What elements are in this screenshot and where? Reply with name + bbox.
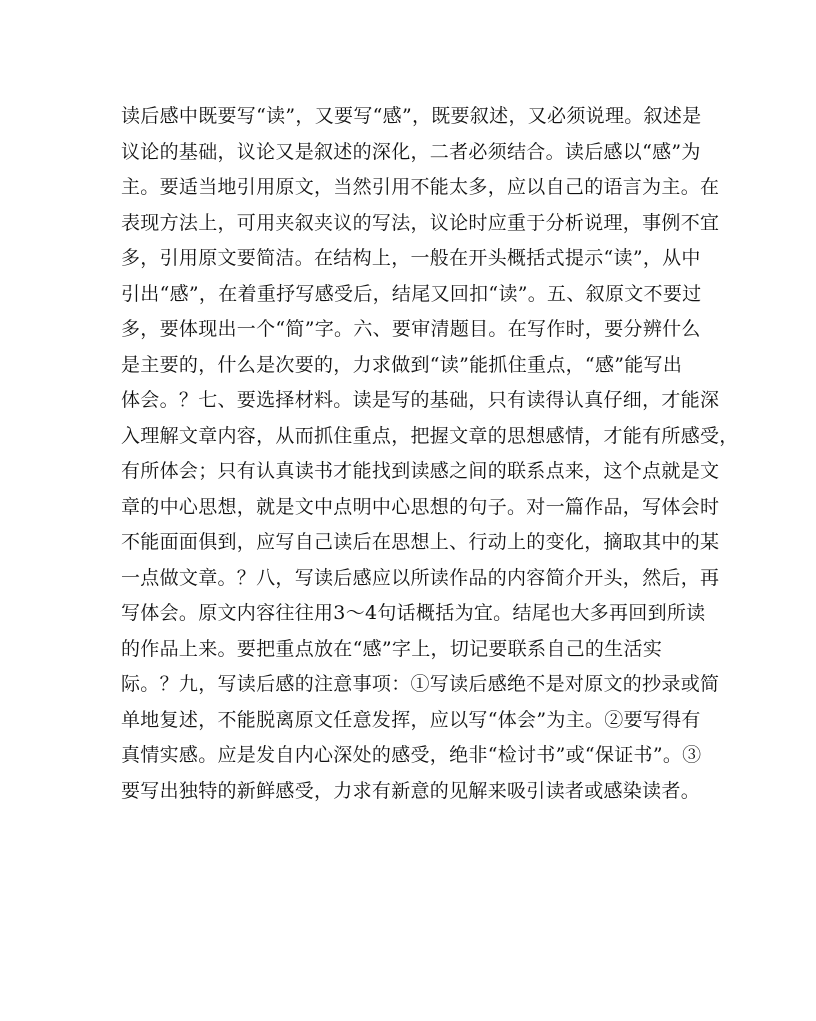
text-line: 是主要的，什么是次要的，力求做到“读”能抓住重点，“感”能写出 bbox=[121, 353, 683, 376]
text-line: 真情实感。应是发自内心深处的感受，绝非“检讨书”或“保证书”。③ bbox=[121, 744, 702, 766]
text-line: 入理解文章内容，从而抓住重点，把握文章的思想感情，才能有所感受， bbox=[121, 424, 739, 447]
text-line: 表现方法上，可用夹叙夹议的写法，议论时应重于分析说理，事例不宜 bbox=[121, 211, 720, 234]
text-line: 主。要适当地引用原文，当然引用不能太多，应以自己的语言为主。在 bbox=[121, 176, 720, 198]
text-line: 际。？九，写读后感的注意事项：①写读后感绝不是对原文的抄录或简 bbox=[121, 673, 720, 695]
text-line: 议论的基础，议论又是叙述的深化，二者必须结合。读后感以“感”为 bbox=[121, 140, 701, 163]
text-line: 写体会。原文内容往往用3～4句话概括为宜。结尾也大多再回到所读 bbox=[121, 602, 706, 624]
text-line: 的作品上来。要把重点放在“感”字上，切记要联系自己的生活实 bbox=[121, 637, 663, 660]
text-line: 一点做文章。？八，写读后感应以所读作品的内容简介开头，然后，再 bbox=[121, 566, 720, 589]
text-line: 引出“感”，在着重抒写感受后，结尾又回扣“读”。五、叙原文不要过 bbox=[121, 282, 702, 305]
text-line: 读后感中既要写“读”，又要写“感”，既要叙述，又必须说理。叙述是 bbox=[121, 105, 702, 127]
text-line: 章的中心思想，就是文中点明中心思想的句子。对一篇作品，写体会时 bbox=[121, 495, 720, 518]
body-paragraph bbox=[121, 99, 739, 809]
text-line: 单地复述，不能脱离原文任意发挥，应以写“体会”为主。②要写得有 bbox=[121, 708, 701, 731]
text-line: 体会。？七、要选择材料。读是写的基础，只有读得认真仔细，才能深 bbox=[121, 389, 720, 411]
text-line: 要写出独特的新鲜感受，力求有新意的见解来吸引读者或感染读者。 bbox=[121, 779, 701, 802]
text-line: 多，引用原文要简洁。在结构上，一般在开头概括式提示“读”，从中 bbox=[121, 247, 701, 269]
text-line: 多，要体现出一个“简”字。六、要审清题目。在写作时，要分辨什么 bbox=[121, 318, 701, 340]
text-line: 不能面面俱到，应写自己读后在思想上、行动上的变化，摘取其中的某 bbox=[121, 531, 720, 553]
text-line: 有所体会；只有认真读书才能找到读感之间的联系点来，这个点就是文 bbox=[121, 460, 720, 482]
